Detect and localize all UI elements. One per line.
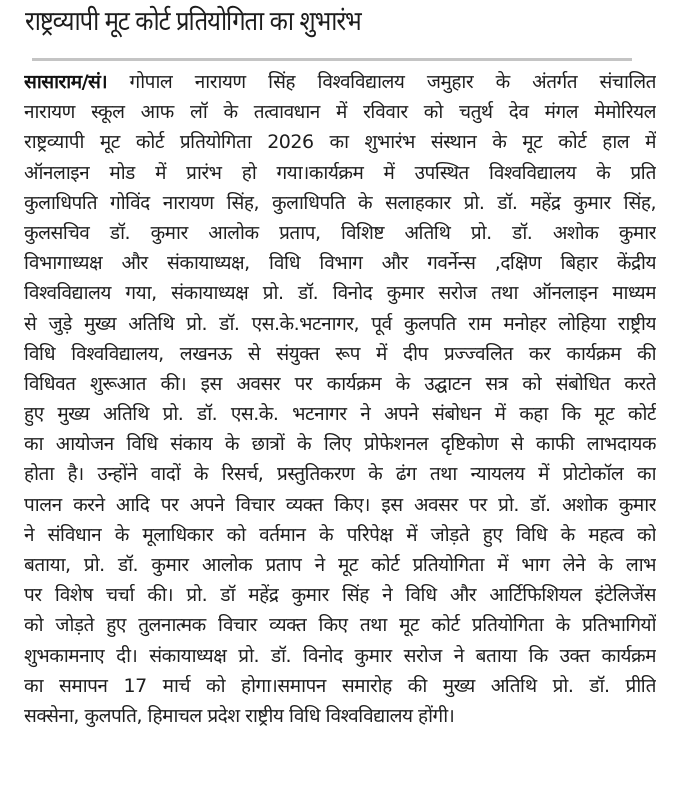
body-line: राष्ट्रव्यापी मूट कोर्ट प्रतियोगिता 2026 का शुभारंभ संस्थान के मूट कोर्ट हाल में [24, 131, 656, 154]
body-line-text: गोपाल नारायण सिंह विश्वविद्यालय जमुहार के अंतर्गत संचालित [107, 71, 656, 93]
body-line: सक्सेना, कुलपति, हिमाचल प्रदेश राष्ट्रीय विधि विश्वविद्यालय होंगी। [24, 704, 455, 727]
body-line: हुए मुख्य अतिथि प्रो. डॉ. एस.के. भटनागर ने अपने संबोधन में कहा कि मूट कोर्ट [24, 403, 656, 426]
body-line: से जुड़े मुख्य अतिथि प्रो. डॉ. एस.के.भटनागर, पूर्व कुलपति राम मनोहर लोहिया राष्ट्रीय [24, 312, 656, 335]
body-line [24, 67, 656, 97]
body-line: होता है। उन्होंने वादों के रिसर्च, प्रस्तुतिकरण के ढंग तथा न्यायलय में प्रोटोकॉल का [24, 463, 656, 486]
body-line: नारायण स्कूल आफ लॉ के तत्वावधान में रविवार को चतुर्थ देव मंगल मेमोरियल [24, 101, 656, 124]
body-line: विश्वविद्यालय गया, संकायाध्यक्ष प्रो. डॉ. विनोद कुमार सरोज तथा ऑनलाइन माध्यम [24, 282, 656, 305]
body-line: विधिवत शुरूआत की। इस अवसर पर कार्यक्रम के उद्घाटन सत्र को संबोधित करते [24, 372, 656, 395]
body-line: को जोड़ते हुए तुलनात्मक विचार व्यक्त किए तथा मूट कोर्ट प्रतियोगिता के प्रतिभागियों [24, 614, 656, 637]
body-line: विधि विश्वविद्यालय, लखनऊ से संयुक्त रूप में दीप प्रज्ज्वलित कर कार्यक्रम की [24, 342, 656, 365]
headline-divider [32, 58, 632, 61]
body-line: पालन करने आदि पर अपने विचार व्यक्त किए। इस अवसर पर प्रो. डॉ. अशोक कुमार [24, 493, 656, 516]
body-line: का आयोजन विधि संकाय के छात्रों के लिए प्रोफेशनल दृष्टिकोण से काफी लाभदायक [24, 433, 656, 456]
body-line: का समापन 17 मार्च को होगा।समापन समारोह की मुख्य अतिथि प्रो. डॉ. प्रीति [24, 674, 656, 697]
dateline: सासाराम/सं। [24, 71, 108, 93]
body-line: विभागाध्यक्ष और संकायाध्यक्ष, विधि विभाग और गवर्नेन्स ,दक्षिण बिहार केंद्रीय [24, 252, 656, 275]
article-body [24, 67, 656, 731]
body-line: ऑनलाइन मोड में प्रारंभ हो गया।कार्यक्रम में उपस्थित विश्वविद्यालय के प्रति [24, 161, 656, 184]
body-line: शुभकामनाए दी। संकायाध्यक्ष प्रो. डॉ. विनोद कुमार सरोज ने बताया कि उक्त कार्यक्रम [24, 644, 656, 667]
body-line: पर विशेष चर्चा की। प्रो. डॉ महेंद्र कुमार सिंह ने विधि और आर्टिफिशियल इंटेलिजेंस [24, 584, 656, 607]
body-line: ने संविधान के मूलाधिकार को वर्तमान के परिपेक्ष में जोड़ते हुए विधि के महत्व को [24, 523, 656, 546]
body-line: कुलाधिपति गोविंद नारायण सिंह, कुलाधिपति के सलाहकार प्रो. डॉ. महेंद्र कुमार सिंह, [24, 191, 656, 214]
headline: राष्ट्रव्यापी मूट कोर्ट प्रतियोगिता का शुभारंभ [25, 6, 361, 37]
body-line: कुलसचिव डॉ. कुमार आलोक प्रताप, विशिष्ट अतिथि प्रो. डॉ. अशोक कुमार [24, 221, 656, 244]
body-line: बताया, प्रो. डॉ. कुमार आलोक प्रताप ने मूट कोर्ट प्रतियोगिता में भाग लेने के लाभ [24, 554, 656, 576]
